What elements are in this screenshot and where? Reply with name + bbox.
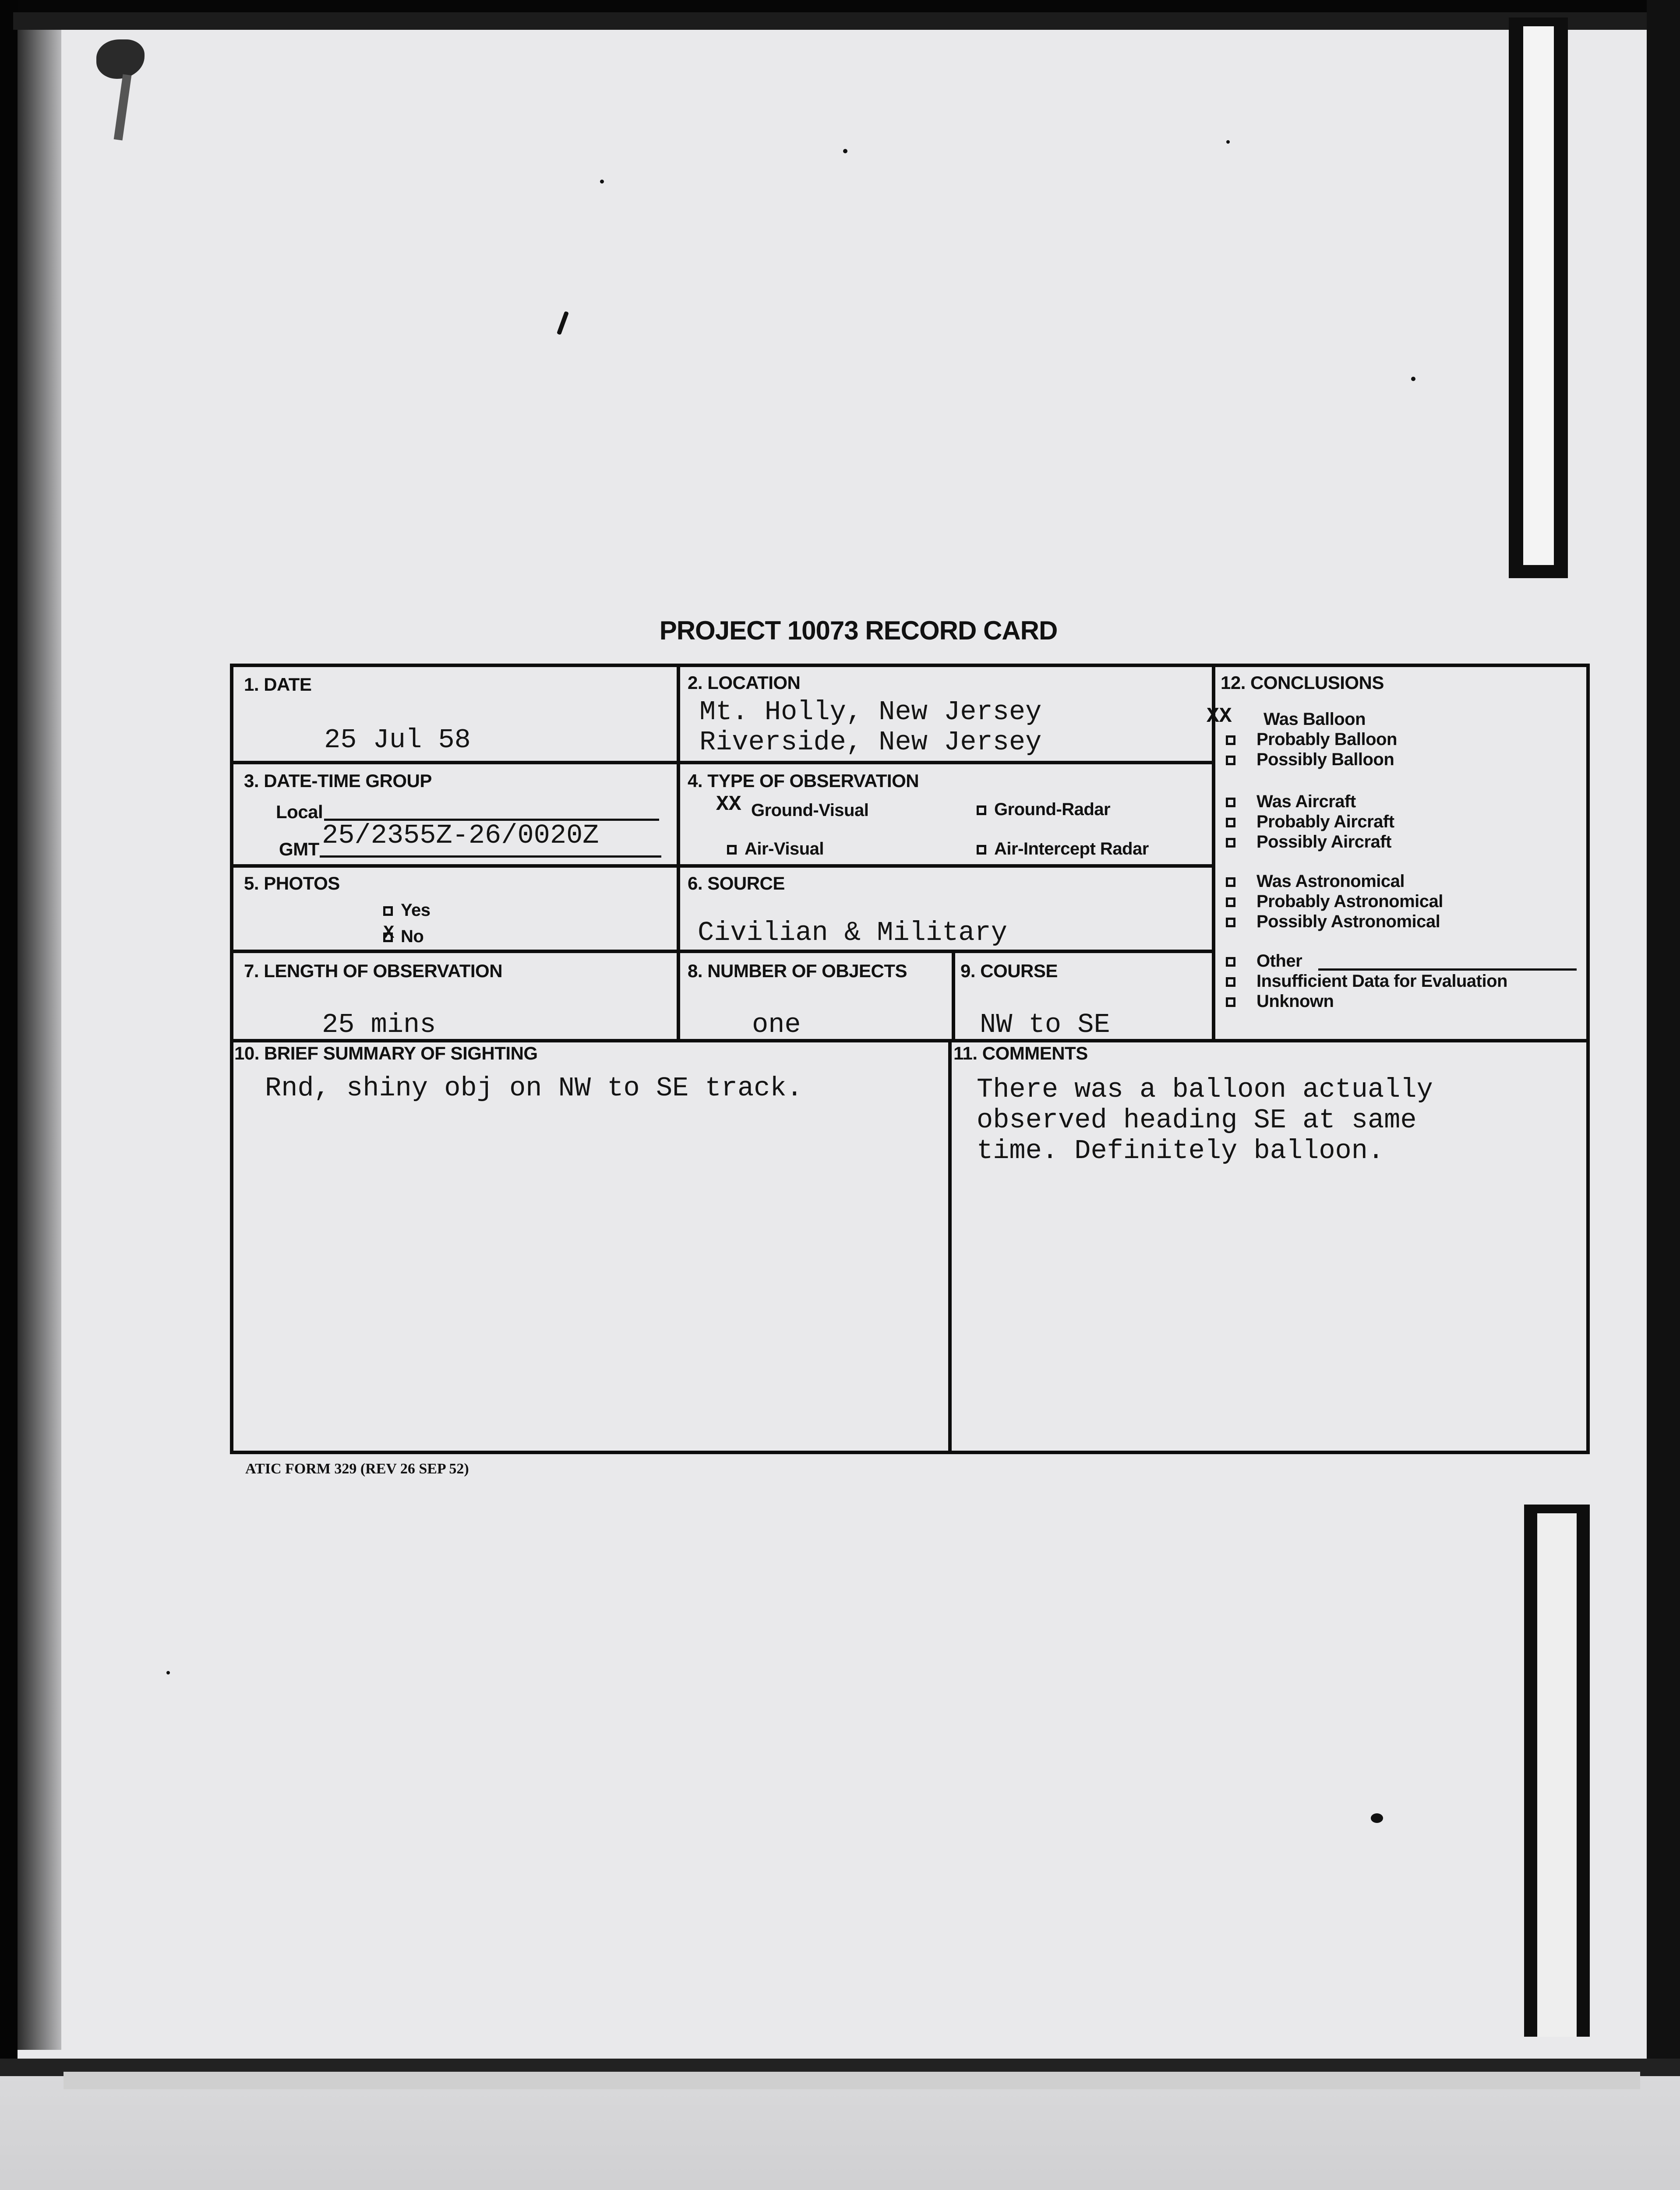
- photos-yes-option: [383, 900, 430, 920]
- was-astronomical-text: Was Astronomical: [1256, 872, 1405, 891]
- speck: [600, 180, 604, 184]
- card-border-left: [230, 664, 233, 1454]
- divider-row2: [230, 864, 1215, 868]
- air-visual-checkbox[interactable]: [727, 845, 737, 855]
- photos-yes-text: Yes: [401, 901, 431, 920]
- was-astronomical-option: [1226, 871, 1405, 891]
- probably-balloon-text: Probably Balloon: [1256, 730, 1397, 749]
- comments-line1: There was a balloon actually: [977, 1074, 1433, 1105]
- scan-right-edge: [1647, 0, 1680, 2076]
- air-intercept-radar-checkbox[interactable]: [977, 845, 986, 855]
- num-objects-value: one: [752, 1009, 801, 1040]
- divider-row1: [230, 761, 1215, 764]
- possibly-balloon-checkbox[interactable]: [1226, 756, 1235, 765]
- ground-radar-option: [977, 799, 1110, 819]
- possibly-astronomical-option: [1226, 911, 1440, 932]
- probably-astronomical-text: Probably Astronomical: [1256, 892, 1443, 911]
- scan-top-edge: [13, 12, 1647, 30]
- scan-left-edge: [0, 0, 18, 2190]
- film-bar-bottom-inner: [1537, 1513, 1577, 2037]
- paper-left-shadow: [18, 26, 61, 2050]
- course-label: 9. COURSE: [960, 961, 1058, 981]
- num-objects-label: 8. NUMBER OF OBJECTS: [688, 961, 907, 981]
- ground-radar-checkbox[interactable]: [977, 805, 986, 815]
- possibly-astronomical-checkbox[interactable]: [1226, 918, 1235, 927]
- speck: [1411, 377, 1415, 381]
- other-checkbox[interactable]: [1226, 957, 1235, 967]
- air-visual-text: Air-Visual: [745, 839, 824, 858]
- card-title: PROJECT 10073 RECORD CARD: [659, 616, 1058, 645]
- air-visual-option: [727, 839, 824, 859]
- gmt-label: GMT: [279, 839, 319, 859]
- was-aircraft-checkbox[interactable]: [1226, 798, 1235, 807]
- probably-balloon-option: [1226, 729, 1397, 749]
- local-label: Local: [276, 802, 323, 822]
- datetime-label: 3. DATE-TIME GROUP: [244, 770, 432, 791]
- was-aircraft-option: [1226, 791, 1356, 812]
- unknown-checkbox[interactable]: [1226, 997, 1235, 1007]
- photos-no-text: No: [401, 927, 424, 946]
- air-intercept-radar-text: Air-Intercept Radar: [994, 839, 1149, 858]
- scan-lower-area: [0, 2076, 1680, 2190]
- date-value: 25 Jul 58: [324, 724, 471, 756]
- divider-col1: [677, 664, 680, 1040]
- comments-label: 11. COMMENTS: [953, 1043, 1088, 1063]
- unknown-option: [1226, 991, 1334, 1011]
- probably-astronomical-checkbox[interactable]: [1226, 897, 1235, 907]
- comments-line2: observed heading SE at same: [977, 1105, 1417, 1136]
- possibly-aircraft-text: Possibly Aircraft: [1256, 832, 1391, 851]
- divider-comments: [948, 1039, 952, 1454]
- air-intercept-radar-option: [977, 839, 1149, 859]
- ground-radar-text: Ground-Radar: [994, 800, 1111, 819]
- divider-course: [952, 950, 955, 1042]
- form-number-footer: ATIC FORM 329 (REV 26 SEP 52): [245, 1461, 469, 1477]
- length-value: 25 mins: [322, 1009, 436, 1040]
- insufficient-data-checkbox[interactable]: [1226, 977, 1235, 987]
- other-text: Other: [1256, 951, 1302, 971]
- comments-line3: time. Definitely balloon.: [977, 1135, 1384, 1166]
- gmt-underline: [320, 855, 661, 858]
- date-label: 1. DATE: [244, 674, 312, 695]
- photos-yes-checkbox[interactable]: [383, 906, 393, 916]
- was-balloon-checkmark: XX: [1207, 705, 1232, 728]
- insufficient-data-text: Insufficient Data for Evaluation: [1256, 971, 1507, 991]
- insufficient-data-option: [1226, 971, 1507, 991]
- ground-visual-checkmark: XX: [716, 793, 741, 816]
- source-value: Civilian & Military: [698, 917, 1007, 948]
- probably-aircraft-text: Probably Aircraft: [1256, 812, 1394, 831]
- possibly-astronomical-text: Possibly Astronomical: [1256, 912, 1440, 931]
- was-balloon-option: Was Balloon: [1264, 710, 1366, 729]
- summary-value: Rnd, shiny obj on NW to SE track.: [265, 1073, 803, 1104]
- observation-type-label: 4. TYPE OF OBSERVATION: [688, 770, 919, 791]
- course-value: NW to SE: [980, 1009, 1110, 1040]
- summary-label: 10. BRIEF SUMMARY OF SIGHTING: [234, 1043, 538, 1063]
- location-label: 2. LOCATION: [688, 672, 801, 693]
- unknown-text: Unknown: [1256, 992, 1334, 1011]
- possibly-aircraft-option: [1226, 832, 1391, 852]
- location-line1: Mt. Holly, New Jersey: [699, 696, 1042, 728]
- photos-no-option: [383, 926, 424, 947]
- card-border-right: [1586, 664, 1590, 1454]
- gmt-value: 25/2355Z-26/0020Z: [322, 820, 599, 851]
- other-underline: [1318, 968, 1577, 971]
- source-label: 6. SOURCE: [688, 873, 785, 894]
- speck: [843, 149, 847, 153]
- speck: [1371, 1813, 1383, 1823]
- divider-row3: [230, 950, 1215, 953]
- length-label: 7. LENGTH OF OBSERVATION: [244, 961, 503, 981]
- was-astronomical-checkbox[interactable]: [1226, 877, 1235, 887]
- probably-aircraft-checkbox[interactable]: [1226, 818, 1235, 827]
- speck: [166, 1671, 170, 1674]
- photos-no-checkmark: X: [383, 922, 395, 943]
- photos-label: 5. PHOTOS: [244, 873, 340, 894]
- possibly-balloon-text: Possibly Balloon: [1256, 750, 1394, 769]
- film-bar-top-inner: [1523, 26, 1554, 565]
- card-border-top: [230, 664, 1590, 667]
- ground-visual-option: Ground-Visual: [751, 801, 869, 820]
- record-card: [230, 664, 1590, 1454]
- possibly-balloon-option: [1226, 749, 1394, 770]
- probably-aircraft-option: [1226, 812, 1394, 832]
- speck: [1226, 140, 1230, 144]
- probably-balloon-checkbox[interactable]: [1226, 735, 1235, 745]
- conclusions-label: 12. CONCLUSIONS: [1221, 672, 1384, 693]
- paper-bottom-edge: [64, 2072, 1640, 2089]
- card-border-bottom: [230, 1451, 1590, 1454]
- possibly-aircraft-checkbox[interactable]: [1226, 838, 1235, 848]
- photos-no-checkbox[interactable]: [383, 933, 393, 942]
- other-option: [1226, 951, 1302, 971]
- location-line2: Riverside, New Jersey: [699, 727, 1042, 758]
- was-aircraft-text: Was Aircraft: [1256, 792, 1356, 811]
- probably-astronomical-option: [1226, 891, 1443, 911]
